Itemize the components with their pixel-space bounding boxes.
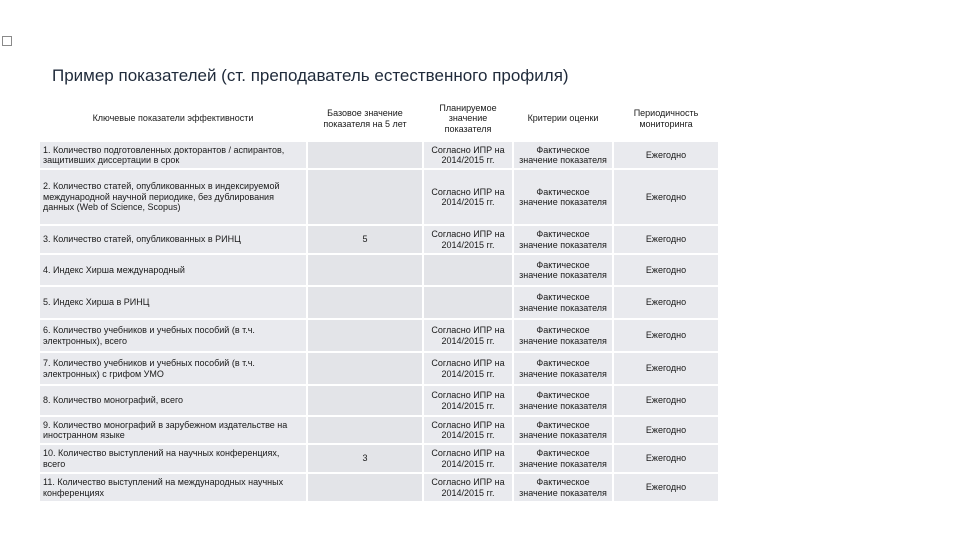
table-row [39,444,719,473]
cell-criterion: Фактическое значение показателя [513,416,613,444]
header-indicator: Ключевые показатели эффективности [39,97,307,141]
cell-planned-value: Согласно ИПР на 2014/2015 гг. [423,385,513,416]
cell-periodicity: Ежегодно [613,416,719,444]
cell-periodicity: Ежегодно [613,444,719,473]
cell-periodicity: Ежегодно [613,385,719,416]
cell-planned-value: Согласно ИПР на 2014/2015 гг. [423,225,513,254]
cell-base-value [307,473,423,502]
cell-base-value: 5 [307,225,423,254]
cell-criterion: Фактическое значение показателя [513,225,613,254]
slide-corner-marker [2,36,12,46]
cell-base-value: 3 [307,444,423,473]
cell-periodicity: Ежегодно [613,473,719,502]
kpi-table [38,97,720,503]
header-criterion: Критерии оценки [513,97,613,141]
cell-base-value [307,169,423,225]
table-row [39,473,719,502]
cell-indicator: 3. Количество статей, опубликованных в РИНЦ [39,225,307,254]
cell-indicator: 6. Количество учебников и учебных пособий (в т.ч. электронных), всего [39,319,307,352]
table-row [39,169,719,225]
cell-base-value [307,254,423,286]
table-row [39,319,719,352]
cell-base-value [307,286,423,319]
cell-criterion: Фактическое значение показателя [513,352,613,385]
cell-criterion: Фактическое значение показателя [513,444,613,473]
cell-criterion: Фактическое значение показателя [513,254,613,286]
slide-title: Пример показателей (ст. преподаватель естественного профиля) [52,66,569,85]
cell-base-value [307,385,423,416]
table-row [39,286,719,319]
table-row [39,416,719,444]
header-planned-value: Планируемое значение показателя [423,97,513,141]
header-base-value: Базовое значение показателя на 5 лет [307,97,423,141]
cell-criterion: Фактическое значение показателя [513,169,613,225]
cell-periodicity: Ежегодно [613,254,719,286]
cell-planned-value: Согласно ИПР на 2014/2015 гг. [423,352,513,385]
cell-planned-value: Согласно ИПР на 2014/2015 гг. [423,319,513,352]
cell-criterion: Фактическое значение показателя [513,141,613,169]
cell-indicator: 7. Количество учебников и учебных пособий (в т.ч. электронных) с грифом УМО [39,352,307,385]
cell-base-value [307,416,423,444]
cell-periodicity: Ежегодно [613,352,719,385]
table-row [39,352,719,385]
table-row [39,385,719,416]
cell-criterion: Фактическое значение показателя [513,473,613,502]
cell-indicator: 10. Количество выступлений на научных конференциях, всего [39,444,307,473]
cell-planned-value [423,254,513,286]
table-row [39,141,719,169]
cell-indicator: 11. Количество выступлений на международных научных конференциях [39,473,307,502]
cell-indicator: 1. Количество подготовленных докторантов / аспирантов, защитивших диссертации в срок [39,141,307,169]
cell-base-value [307,319,423,352]
cell-criterion: Фактическое значение показателя [513,286,613,319]
cell-periodicity: Ежегодно [613,319,719,352]
cell-planned-value [423,286,513,319]
header-periodicity: Периодичность мониторинга [613,97,719,141]
table-header-row [39,97,719,141]
cell-planned-value: Согласно ИПР на 2014/2015 гг. [423,169,513,225]
cell-planned-value: Согласно ИПР на 2014/2015 гг. [423,416,513,444]
cell-criterion: Фактическое значение показателя [513,319,613,352]
cell-base-value [307,352,423,385]
cell-indicator: 5. Индекс Хирша в РИНЦ [39,286,307,319]
cell-periodicity: Ежегодно [613,169,719,225]
cell-indicator: 8. Количество монографий, всего [39,385,307,416]
cell-periodicity: Ежегодно [613,141,719,169]
cell-indicator: 4. Индекс Хирша международный [39,254,307,286]
cell-periodicity: Ежегодно [613,225,719,254]
cell-criterion: Фактическое значение показателя [513,385,613,416]
cell-planned-value: Согласно ИПР на 2014/2015 гг. [423,473,513,502]
table-row [39,225,719,254]
cell-planned-value: Согласно ИПР на 2014/2015 гг. [423,444,513,473]
cell-periodicity: Ежегодно [613,286,719,319]
cell-indicator: 9. Количество монографий в зарубежном издательстве на иностранном языке [39,416,307,444]
table-body [39,141,719,502]
cell-base-value [307,141,423,169]
cell-indicator: 2. Количество статей, опубликованных в индексируемой международной научной периодике, без дублирования данных (Web of Science, Scopus) [39,169,307,225]
cell-planned-value: Согласно ИПР на 2014/2015 гг. [423,141,513,169]
table-row [39,254,719,286]
